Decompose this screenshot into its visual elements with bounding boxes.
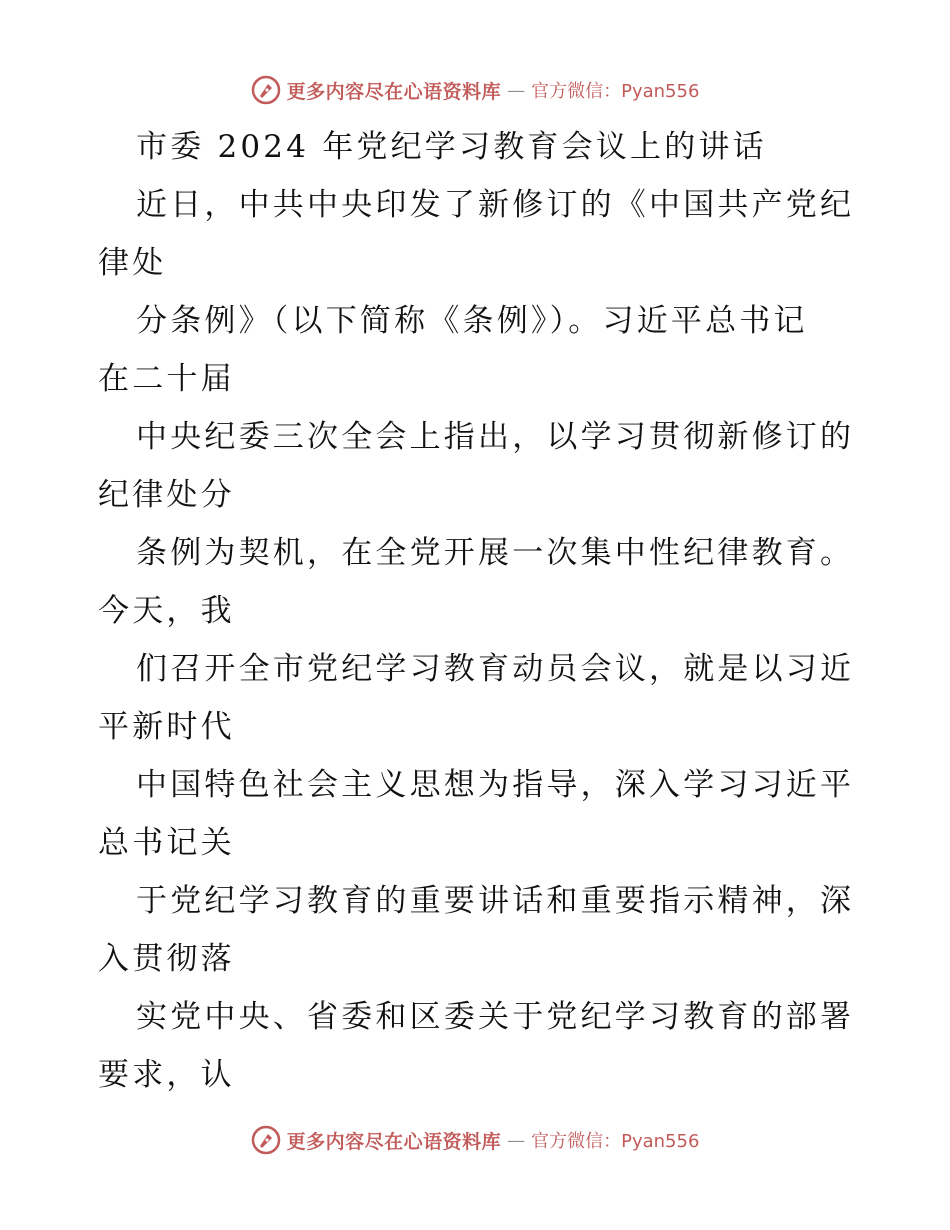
text-line: 实党中央、省委和区委关于党纪学习教育的部署 <box>136 999 855 1035</box>
document-body <box>98 118 853 1104</box>
text-line: 律处 <box>98 245 167 281</box>
text-line: 总书记关 <box>98 825 235 861</box>
watermark-separator: — <box>507 79 526 101</box>
watermark-footer <box>0 1120 950 1160</box>
watermark-header <box>0 70 950 110</box>
text-line: 平新时代 <box>98 709 235 745</box>
text-line: 要求，认 <box>98 1057 235 1093</box>
watermark-text: 更多内容尽在心语资料库 <box>286 1130 502 1153</box>
text-line: 分条例》（以下简称《条例》）。习近平总书记 <box>136 303 808 339</box>
text-line: 中国特色社会主义思想为指导，深入学习习近平 <box>136 767 855 803</box>
text-line: 在二十届 <box>98 361 235 397</box>
text-line: 条例为契机，在全党开展一次集中性纪律教育。 <box>136 535 855 571</box>
text-line: 今天，我 <box>98 593 235 629</box>
document-title: 市委 2024 年党纪学习教育会议上的讲话 <box>136 129 767 165</box>
text-line: 入贯彻落 <box>98 941 235 977</box>
watermark-separator: — <box>507 1129 526 1151</box>
watermark-wechat: 官方微信：Pyan556 <box>531 1131 700 1152</box>
text-line: 近日，中共中央印发了新修订的《中国共产党纪 <box>136 187 855 223</box>
text-line: 们召开全市党纪学习教育动员会议，就是以习近 <box>136 651 855 687</box>
pen-nib-circle-icon <box>251 75 281 105</box>
pen-nib-circle-icon <box>251 1125 281 1155</box>
text-line: 纪律处分 <box>98 477 235 513</box>
text-line: 于党纪学习教育的重要讲话和重要指示精神，深 <box>136 883 855 919</box>
watermark-text: 更多内容尽在心语资料库 <box>286 80 502 103</box>
watermark-wechat: 官方微信：Pyan556 <box>531 81 700 102</box>
text-line: 中央纪委三次全会上指出，以学习贯彻新修订的 <box>136 419 855 455</box>
